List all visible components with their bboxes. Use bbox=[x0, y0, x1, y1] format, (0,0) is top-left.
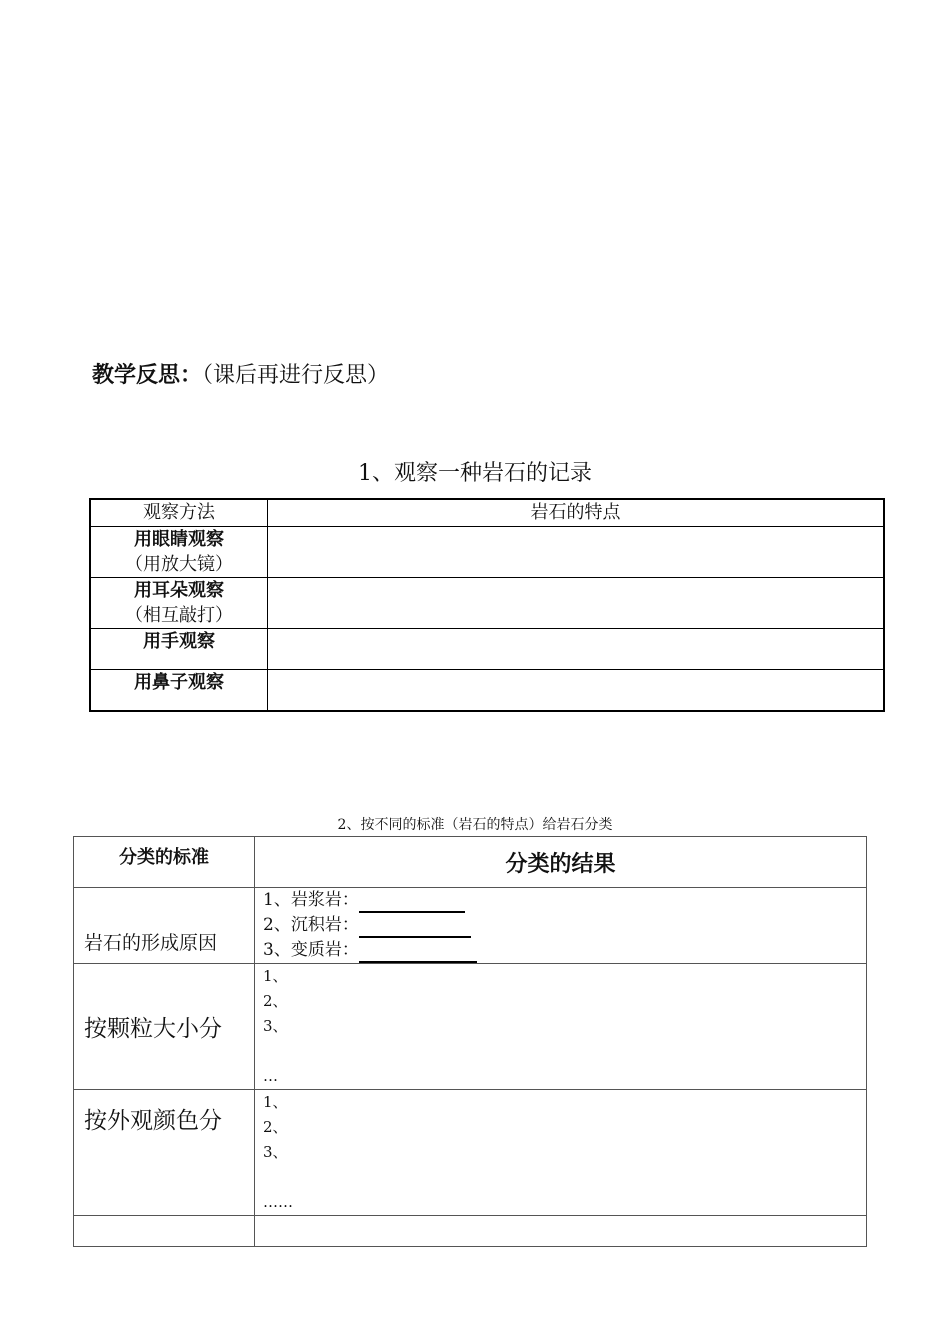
result-cell[interactable] bbox=[255, 1090, 867, 1216]
criterion-cell: 岩石的形成原因 bbox=[74, 888, 255, 964]
table-row bbox=[90, 578, 884, 629]
method-sub: （相互敲打） bbox=[125, 605, 233, 626]
reflection-label: 教学反思： bbox=[92, 363, 203, 388]
table-row bbox=[90, 629, 884, 670]
feature-cell[interactable] bbox=[268, 629, 885, 670]
table2-title: 2、按不同的标准（岩石的特点）给岩石分类 bbox=[337, 817, 613, 833]
table1-title: 1、观察一种岩石的记录 bbox=[358, 461, 592, 486]
table-row bbox=[90, 527, 884, 578]
header-features: 岩石的特点 bbox=[268, 499, 885, 527]
feature-cell[interactable] bbox=[268, 527, 885, 578]
criterion-cell: 按颗粒大小分 bbox=[74, 964, 255, 1090]
list-item: 1、 bbox=[263, 967, 288, 985]
header-criterion: 分类的标准 bbox=[74, 837, 255, 888]
list-item: 3、 bbox=[263, 1017, 288, 1035]
list-item: 2、 bbox=[263, 1118, 288, 1136]
method-cell bbox=[90, 578, 268, 629]
list-item: 2、沉积岩： bbox=[263, 913, 866, 938]
method-label: 用鼻子观察 bbox=[134, 672, 224, 693]
table2-header-row bbox=[74, 837, 867, 888]
list-item: 2、 bbox=[263, 992, 288, 1010]
reflection-note: （课后再进行反思） bbox=[202, 363, 390, 388]
method-label: 用手观察 bbox=[143, 631, 215, 652]
list-item: 3、 bbox=[263, 1143, 288, 1161]
table-row bbox=[74, 1216, 867, 1247]
fill-blank[interactable] bbox=[359, 893, 465, 913]
fill-blank[interactable] bbox=[359, 943, 477, 963]
observation-record-table bbox=[89, 498, 885, 712]
criterion-cell: 按外观颜色分 bbox=[74, 1090, 255, 1216]
table1-header-row bbox=[90, 499, 884, 527]
method-cell bbox=[90, 670, 268, 711]
result-cell[interactable] bbox=[255, 1216, 867, 1247]
classification-table bbox=[73, 836, 867, 1247]
method-label: 用眼睛观察 bbox=[134, 529, 224, 550]
feature-cell[interactable] bbox=[268, 578, 885, 629]
criterion-cell[interactable] bbox=[74, 1216, 255, 1247]
method-label: 用耳朵观察 bbox=[134, 580, 224, 601]
list-item: 1、岩浆岩： bbox=[263, 888, 866, 913]
reflection-line bbox=[92, 358, 389, 389]
method-sub: （用放大镜） bbox=[125, 554, 233, 575]
result-cell bbox=[255, 888, 867, 964]
table-row bbox=[90, 670, 884, 711]
feature-cell[interactable] bbox=[268, 670, 885, 711]
list-item: 3、变质岩： bbox=[263, 938, 866, 963]
method-cell bbox=[90, 629, 268, 670]
method-cell bbox=[90, 527, 268, 578]
list-item: 1、 bbox=[263, 1093, 288, 1111]
table-row bbox=[74, 888, 867, 964]
table-row bbox=[74, 1090, 867, 1216]
ellipsis: …… bbox=[263, 1193, 293, 1211]
header-method: 观察方法 bbox=[90, 499, 268, 527]
header-result: 分类的结果 bbox=[255, 837, 867, 888]
table-row bbox=[74, 964, 867, 1090]
result-cell[interactable] bbox=[255, 964, 867, 1090]
ellipsis: … bbox=[263, 1067, 278, 1085]
fill-blank[interactable] bbox=[359, 918, 471, 938]
